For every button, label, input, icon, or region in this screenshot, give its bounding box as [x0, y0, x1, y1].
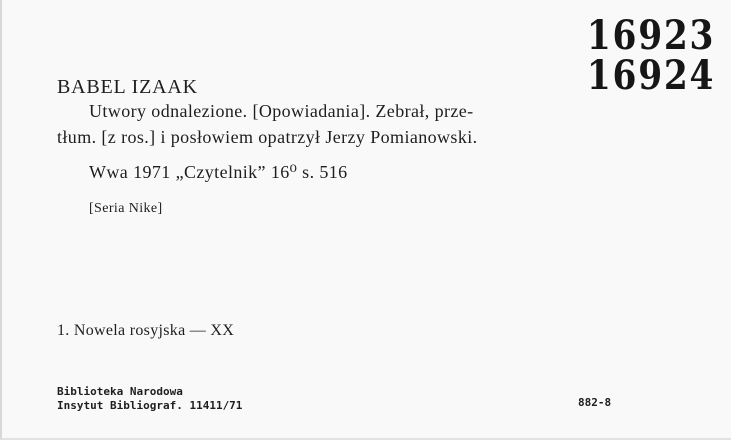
- accession-number-1: 16923: [586, 12, 715, 59]
- subject-heading: 1. Nowela rosyjska — XX: [57, 322, 235, 339]
- publisher-line-2: Insytut Bibliograf. 11411/71: [57, 399, 243, 412]
- accession-number-2: 16924: [586, 52, 715, 99]
- series-note: [Seria Nike]: [89, 201, 163, 216]
- author-heading: BABEL IZAAK: [57, 76, 198, 98]
- publisher-line-1: Biblioteka Narodowa: [57, 385, 183, 398]
- title-line-1: Utwory odnalezione. [Opowiadania]. Zebrał, prze-: [89, 101, 474, 121]
- imprint-line: Wwa 1971 „Czytelnik” 16⁰ s. 516: [89, 162, 348, 182]
- title-line-2: tłum. [z ros.] i posłowiem opatrzył Jerzy Pomianowski.: [57, 127, 478, 147]
- publisher-block: [57, 385, 242, 413]
- card-code: 882-8: [578, 396, 612, 409]
